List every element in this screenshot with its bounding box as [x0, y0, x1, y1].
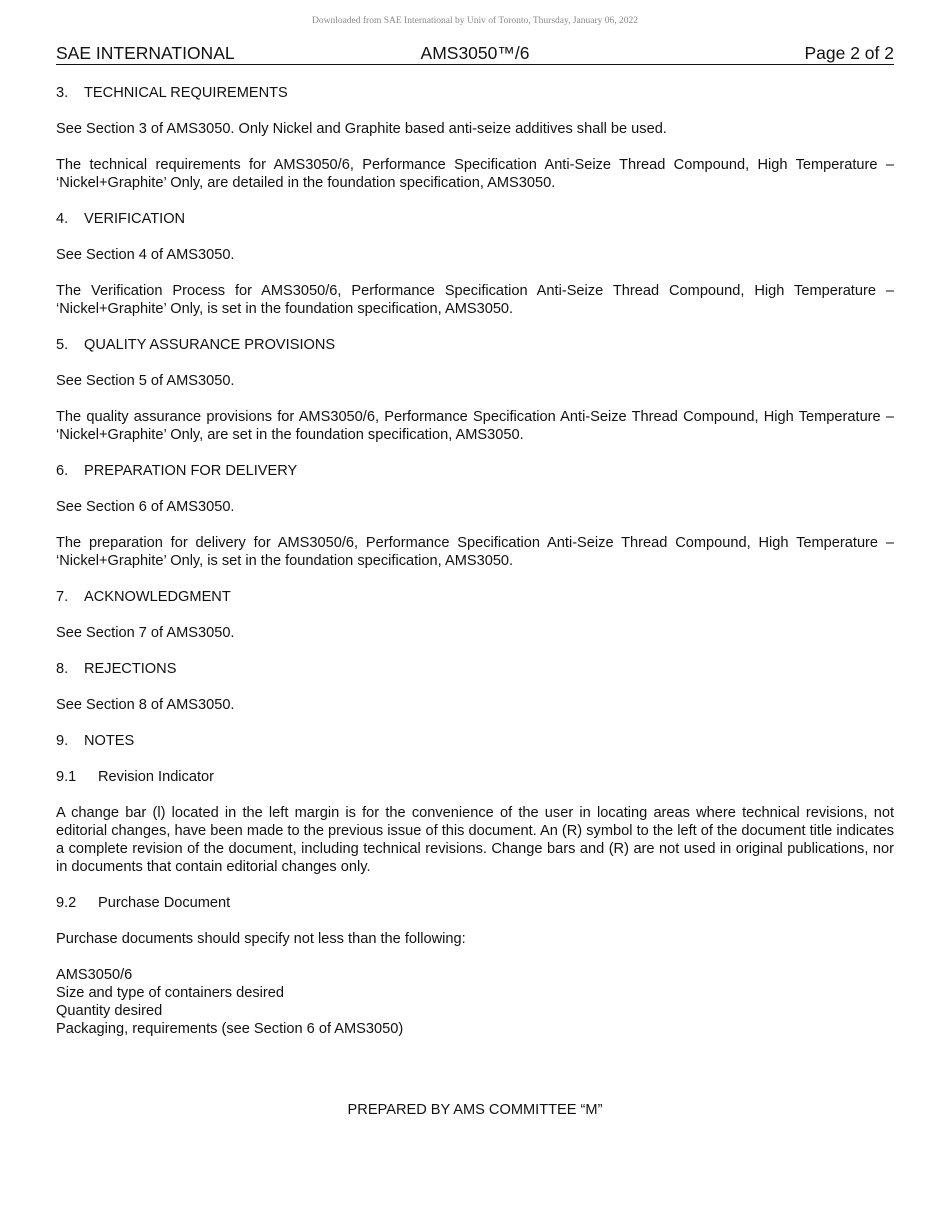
subsection-title: Revision Indicator [98, 769, 214, 785]
subsection-title: Purchase Document [98, 895, 231, 911]
section-number: 5. [56, 337, 69, 353]
header-document-id: AMS3050™/6 [420, 43, 530, 63]
section-heading-3 [56, 84, 894, 102]
section-number: 7. [56, 589, 69, 605]
section-number: 4. [56, 211, 69, 227]
paragraph: See Section 4 of AMS3050. [56, 247, 235, 263]
section-title: VERIFICATION [84, 211, 186, 227]
section-number: 3. [56, 85, 69, 101]
section-title: TECHNICAL REQUIREMENTS [84, 85, 288, 101]
subsection-number: 9.1 [56, 769, 77, 785]
list-item: Quantity desired [56, 1003, 163, 1019]
paragraph: See Section 3 of AMS3050. Only Nickel and Graphite based anti-seize additives shall be used. [56, 121, 667, 137]
paragraph: The technical requirements for AMS3050/6, Performance Specification Anti-Seize Thread Compound, High Temperature – ‘Nickel+Graphite’ Only, are detailed in the foundation specification, AMS3050. [56, 157, 894, 191]
purchase-requirements-list [56, 966, 894, 1038]
page-header [56, 43, 894, 65]
paragraph: See Section 6 of AMS3050. [56, 499, 235, 515]
section-title: PREPARATION FOR DELIVERY [84, 463, 298, 479]
list-item: Size and type of containers desired [56, 985, 284, 1001]
paragraph: A change bar (l) located in the left margin is for the convenience of the user in locating areas where technical revisions, not editorial changes, have been made to the previous issue of this document. An (R) symbol to the left of the document title indicates a complete revision of the document, including technical revisions. Change bars and (R) are not used in original publications, nor in documents that contain editorial changes only. [56, 805, 894, 875]
section-heading-9 [56, 732, 894, 750]
section-heading-7 [56, 588, 894, 606]
section-title: ACKNOWLEDGMENT [84, 589, 231, 605]
download-watermark: Downloaded from SAE International by Univ of Toronto, Thursday, January 06, 2022 [311, 16, 639, 26]
paragraph: The Verification Process for AMS3050/6, Performance Specification Anti-Seize Thread Compound, High Temperature – ‘Nickel+Graphite’ Only, is set in the foundation specification, AMS3050. [56, 283, 894, 317]
section-heading-8 [56, 660, 894, 678]
section-heading-4 [56, 210, 894, 228]
subsection-heading-9-2 [56, 894, 894, 912]
section-heading-6 [56, 462, 894, 480]
paragraph: See Section 7 of AMS3050. [56, 625, 235, 641]
prepared-by-footer: PREPARED BY AMS COMMITTEE “M” [347, 1102, 603, 1118]
paragraph: The quality assurance provisions for AMS3050/6, Performance Specification Anti-Seize Thread Compound, High Temperature – ‘Nickel+Graphite’ Only, are set in the foundation specification, AMS3050. [56, 409, 894, 443]
paragraph: Purchase documents should specify not less than the following: [56, 931, 466, 947]
header-organization: SAE INTERNATIONAL [56, 43, 235, 63]
header-page-number: Page 2 of 2 [804, 43, 894, 63]
list-item: AMS3050/6 [56, 967, 133, 983]
document-body [56, 84, 894, 1038]
subsection-heading-9-1 [56, 768, 894, 786]
section-heading-5 [56, 336, 894, 354]
section-number: 8. [56, 661, 69, 677]
list-item: Packaging, requirements (see Section 6 of AMS3050) [56, 1021, 404, 1037]
paragraph: See Section 5 of AMS3050. [56, 373, 235, 389]
section-title: NOTES [84, 733, 135, 749]
subsection-number: 9.2 [56, 895, 77, 911]
section-number: 9. [56, 733, 69, 749]
section-number: 6. [56, 463, 69, 479]
paragraph: The preparation for delivery for AMS3050/6, Performance Specification Anti-Seize Thread Compound, High Temperature – ‘Nickel+Graphite’ Only, is set in the foundation specification, AMS3050. [56, 535, 894, 569]
paragraph: See Section 8 of AMS3050. [56, 697, 235, 713]
section-title: QUALITY ASSURANCE PROVISIONS [84, 337, 336, 353]
section-title: REJECTIONS [84, 661, 177, 677]
